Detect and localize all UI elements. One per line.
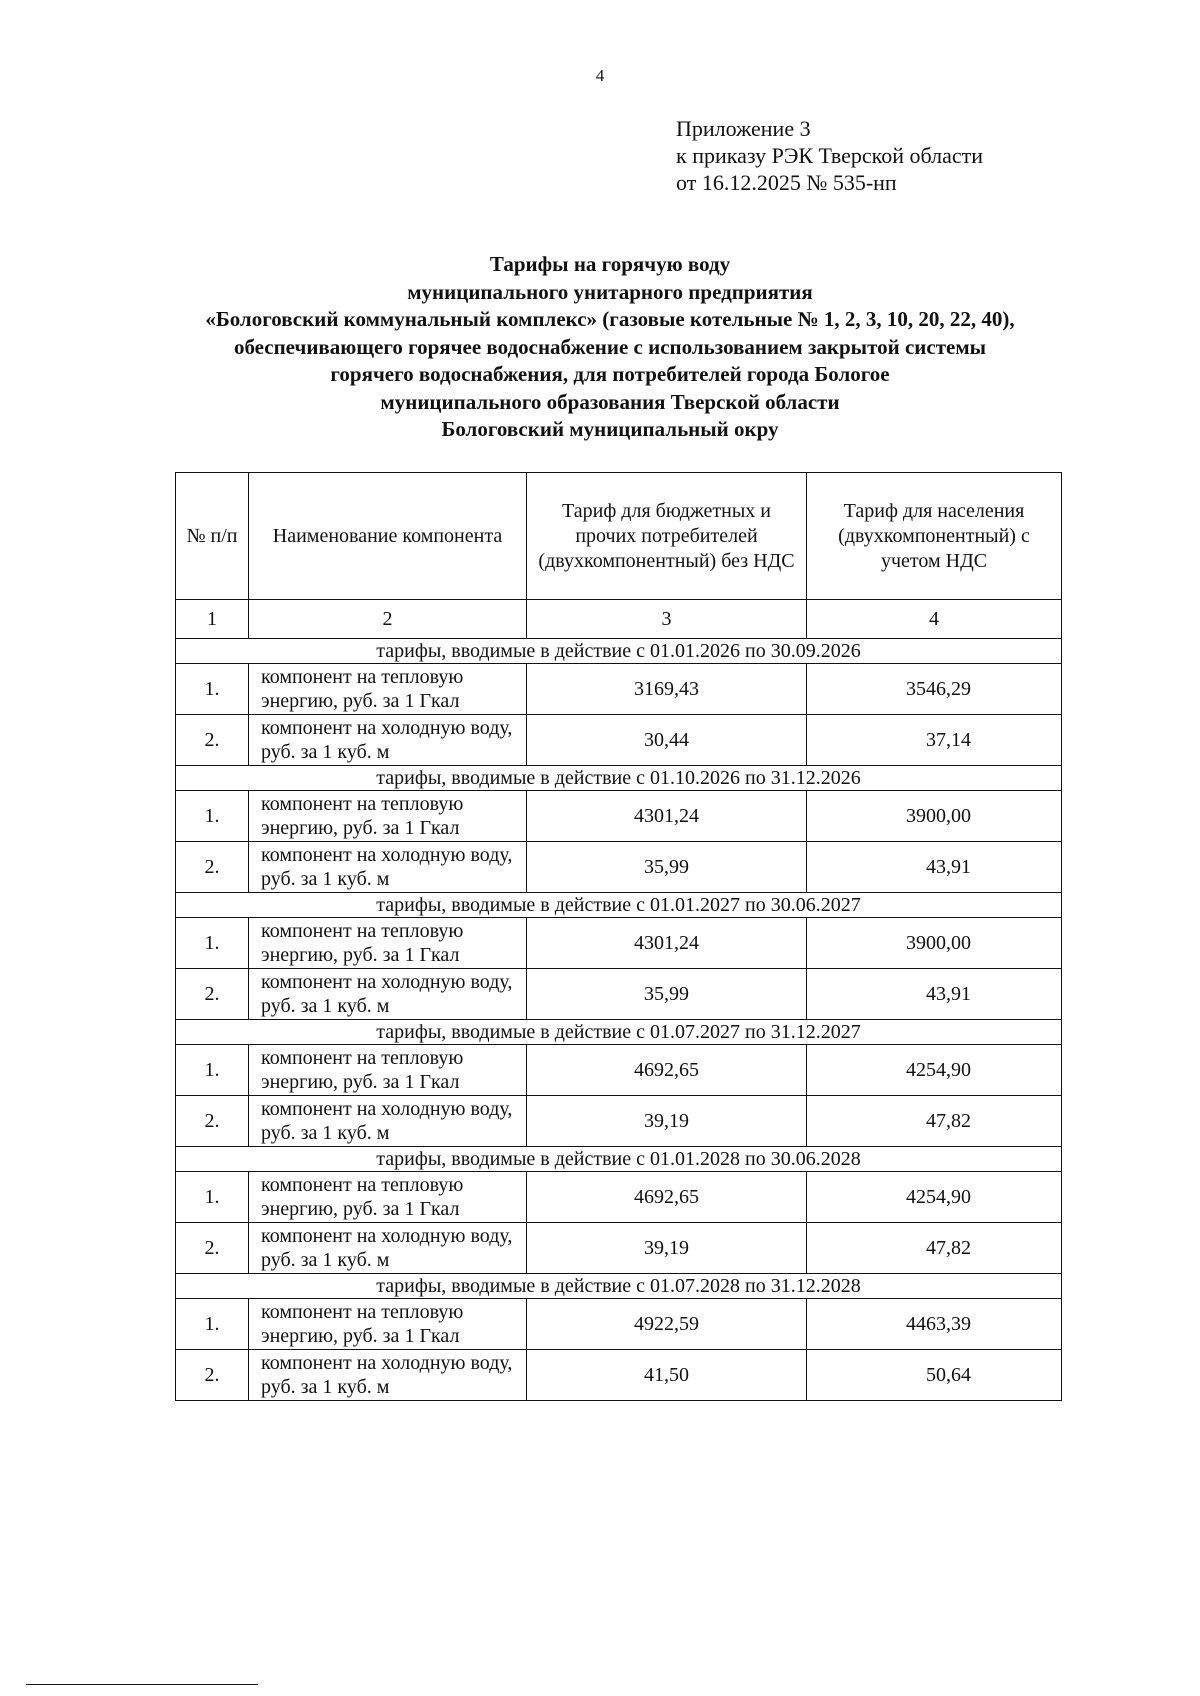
row-index: 2.: [176, 715, 249, 766]
table-row: [176, 842, 1062, 893]
population-tariff: 37,14: [807, 715, 1062, 766]
period-label: тарифы, вводимые в действие с 01.07.2028 по 31.12.2028: [176, 1274, 1062, 1299]
column-number-row: [176, 600, 1062, 639]
population-tariff: 3546,29: [807, 664, 1062, 715]
period-row: [176, 893, 1062, 918]
appendix-line: от 16.12.2025 № 535-нп: [676, 170, 897, 195]
component-name: компонент на тепловую энергию, руб. за 1 Гкал: [249, 1299, 527, 1350]
period-label: тарифы, вводимые в действие с 01.01.2027 по 30.06.2027: [176, 893, 1062, 918]
tariff-table: [175, 472, 1062, 1401]
budget-tariff: 3169,43: [527, 664, 807, 715]
period-label: тарифы, вводимые в действие с 01.07.2027 по 31.12.2027: [176, 1020, 1062, 1045]
period-label: тарифы, вводимые в действие с 01.01.2028 по 30.06.2028: [176, 1147, 1062, 1172]
appendix-line: к приказу РЭК Тверской области: [676, 143, 984, 168]
table-row: [176, 1096, 1062, 1147]
period-label: тарифы, вводимые в действие с 01.10.2026 по 31.12.2026: [176, 766, 1062, 791]
budget-tariff: 41,50: [527, 1350, 807, 1401]
row-index: 2.: [176, 1096, 249, 1147]
component-name: компонент на тепловую энергию, руб. за 1 Гкал: [249, 918, 527, 969]
component-name: компонент на холодную воду, руб. за 1 куб. м: [249, 1350, 527, 1401]
population-tariff: 50,64: [807, 1350, 1062, 1401]
title-line: «Бологовский коммунальный комплекс» (газовые котельные № 1, 2, 3, 10, 20, 22, 40),: [205, 307, 1015, 331]
title-line: горячего водоснабжения, для потребителей города Бологое: [330, 362, 890, 386]
component-name: компонент на холодную воду, руб. за 1 куб. м: [249, 1096, 527, 1147]
column-number: 3: [527, 600, 807, 639]
row-index: 1.: [176, 664, 249, 715]
period-row: [176, 1147, 1062, 1172]
title-line: муниципального унитарного предприятия: [407, 279, 813, 304]
population-tariff: 4254,90: [807, 1172, 1062, 1223]
budget-tariff: 4692,65: [527, 1172, 807, 1223]
budget-tariff: 39,19: [527, 1096, 807, 1147]
component-name: компонент на холодную воду, руб. за 1 куб. м: [249, 969, 527, 1020]
table-row: [176, 1045, 1062, 1096]
row-index: 1.: [176, 1299, 249, 1350]
period-row: [176, 1020, 1062, 1045]
table-row: [176, 791, 1062, 842]
budget-tariff: 4301,24: [527, 791, 807, 842]
period-label: тарифы, вводимые в действие с 01.01.2026 по 30.09.2026: [176, 639, 1062, 664]
table-row: [176, 1299, 1062, 1350]
row-index: 1.: [176, 1172, 249, 1223]
component-name: компонент на холодную воду, руб. за 1 куб. м: [249, 715, 527, 766]
budget-tariff: 4922,59: [527, 1299, 807, 1350]
table-header-row: [176, 473, 1062, 600]
title-line: Тарифы на горячую воду: [489, 252, 731, 276]
header-budget-tariff: Тариф для бюджетных и прочих потребителей (двухкомпонентный) без НДС: [527, 473, 807, 600]
table-row: [176, 1223, 1062, 1274]
column-number: 1: [176, 600, 249, 639]
row-index: 1.: [176, 918, 249, 969]
title-line: муниципального образования Тверской области: [380, 389, 840, 414]
table-row: [176, 715, 1062, 766]
table-row: [176, 969, 1062, 1020]
column-number: 2: [249, 600, 527, 639]
period-row: [176, 639, 1062, 664]
budget-tariff: 4301,24: [527, 918, 807, 969]
period-row: [176, 1274, 1062, 1299]
title-line: Бологовский муниципальный окру: [441, 417, 779, 441]
table-row: [176, 664, 1062, 715]
budget-tariff: 35,99: [527, 969, 807, 1020]
header-number: № п/п: [176, 473, 249, 600]
budget-tariff: 39,19: [527, 1223, 807, 1274]
appendix-reference: [676, 115, 983, 196]
table-row: [176, 1172, 1062, 1223]
row-index: 2.: [176, 1350, 249, 1401]
row-index: 2.: [176, 969, 249, 1020]
population-tariff: 3900,00: [807, 918, 1062, 969]
row-index: 1.: [176, 1045, 249, 1096]
population-tariff: 4254,90: [807, 1045, 1062, 1096]
column-number: 4: [807, 600, 1062, 639]
component-name: компонент на тепловую энергию, руб. за 1 Гкал: [249, 791, 527, 842]
table-row: [176, 918, 1062, 969]
population-tariff: 43,91: [807, 842, 1062, 893]
document-title: [90, 251, 1130, 444]
budget-tariff: 30,44: [527, 715, 807, 766]
row-index: 2.: [176, 842, 249, 893]
footer-divider: [26, 1684, 258, 1685]
row-index: 2.: [176, 1223, 249, 1274]
component-name: компонент на холодную воду, руб. за 1 куб. м: [249, 1223, 527, 1274]
budget-tariff: 4692,65: [527, 1045, 807, 1096]
appendix-line: Приложение 3: [676, 116, 811, 141]
title-line: обеспечивающего горячее водоснабжение с использованием закрытой системы: [233, 334, 987, 359]
table-row: [176, 1350, 1062, 1401]
component-name: компонент на тепловую энергию, руб. за 1 Гкал: [249, 664, 527, 715]
row-index: 1.: [176, 791, 249, 842]
component-name: компонент на тепловую энергию, руб. за 1 Гкал: [249, 1045, 527, 1096]
page-number: 4: [595, 66, 605, 85]
population-tariff: 47,82: [807, 1223, 1062, 1274]
component-name: компонент на холодную воду, руб. за 1 куб. м: [249, 842, 527, 893]
population-tariff: 4463,39: [807, 1299, 1062, 1350]
budget-tariff: 35,99: [527, 842, 807, 893]
header-component-name: Наименование компонента: [249, 473, 527, 600]
period-row: [176, 766, 1062, 791]
population-tariff: 3900,00: [807, 791, 1062, 842]
population-tariff: 47,82: [807, 1096, 1062, 1147]
population-tariff: 43,91: [807, 969, 1062, 1020]
header-population-tariff: Тариф для населения (двухкомпонентный) с учетом НДС: [807, 473, 1062, 600]
component-name: компонент на тепловую энергию, руб. за 1 Гкал: [249, 1172, 527, 1223]
